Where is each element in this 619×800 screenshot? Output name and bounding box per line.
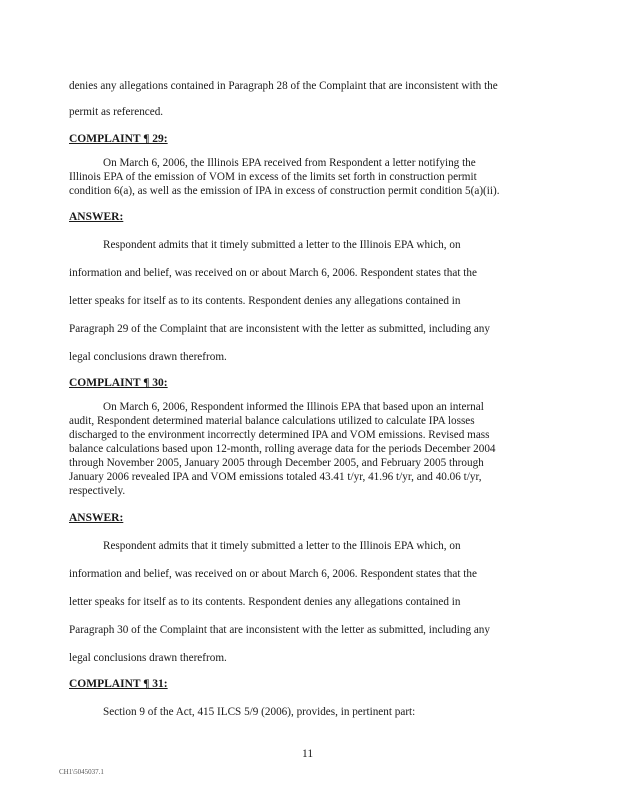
answer-30-line: Paragraph 30 of the Complaint that are inconsistent with the letter as submitted, including any: [69, 624, 490, 636]
complaint-30-heading: COMPLAINT ¶ 30:: [69, 377, 168, 389]
complaint-30-line: On March 6, 2006, Respondent informed the Illinois EPA that based upon an internal: [103, 401, 484, 413]
answer-30-line: legal conclusions drawn therefrom.: [69, 652, 227, 664]
complaint-30-line: January 2006 revealed IPA and VOM emissions totaled 43.41 t/yr, 41.96 t/yr, and 40.06 t/yr,: [69, 471, 482, 483]
complaint-30-line: respectively.: [69, 485, 126, 497]
answer-29-line: letter speaks for itself as to its contents. Respondent denies any allegations contained in: [69, 295, 461, 307]
answer-30-line: information and belief, was received on or about March 6, 2006. Respondent states that the: [69, 568, 477, 580]
answer-30-line: letter speaks for itself as to its contents. Respondent denies any allegations contained in: [69, 596, 461, 608]
answer-30-heading: ANSWER:: [69, 512, 124, 524]
complaint-29-line: condition 6(a), as well as the emission of IPA in excess of construction permit condition 5(a)(ii).: [69, 185, 500, 197]
document-footer-code: CH1\5045037.1: [59, 768, 104, 776]
complaint-29-heading: COMPLAINT ¶ 29:: [69, 133, 168, 145]
complaint-31-line: Section 9 of the Act, 415 ILCS 5/9 (2006), provides, in pertinent part:: [103, 706, 416, 718]
complaint-29-line: On March 6, 2006, the Illinois EPA received from Respondent a letter notifying the: [103, 157, 476, 169]
complaint-30-line: audit, Respondent determined material balance calculations utilized to calculate IPA losses: [69, 415, 475, 427]
page-number: 11: [302, 748, 314, 760]
answer-29-heading: ANSWER:: [69, 211, 124, 223]
complaint-29-line: Illinois EPA of the emission of VOM in excess of the limits set forth in construction permit: [69, 171, 477, 183]
complaint-30-line: balance calculations based upon 12-month, rolling average data for the periods December 2004: [69, 443, 496, 455]
answer-30-line: Respondent admits that it timely submitted a letter to the Illinois EPA which, on: [103, 540, 461, 552]
answer-29-line: information and belief, was received on or about March 6, 2006. Respondent states that the: [69, 267, 477, 279]
body-line: denies any allegations contained in Paragraph 28 of the Complaint that are inconsistent with the: [69, 80, 498, 92]
answer-29-line: Respondent admits that it timely submitted a letter to the Illinois EPA which, on: [103, 239, 461, 251]
answer-29-line: legal conclusions drawn therefrom.: [69, 351, 227, 363]
complaint-30-line: through November 2005, January 2005 through December 2005, and February 2005 through: [69, 457, 484, 469]
complaint-30-line: discharged to the environment incorrectly determined IPA and VOM emissions. Revised mass: [69, 429, 490, 441]
body-line: permit as referenced.: [69, 106, 164, 118]
answer-29-line: Paragraph 29 of the Complaint that are inconsistent with the letter as submitted, including any: [69, 323, 490, 335]
complaint-31-heading: COMPLAINT ¶ 31:: [69, 678, 168, 690]
